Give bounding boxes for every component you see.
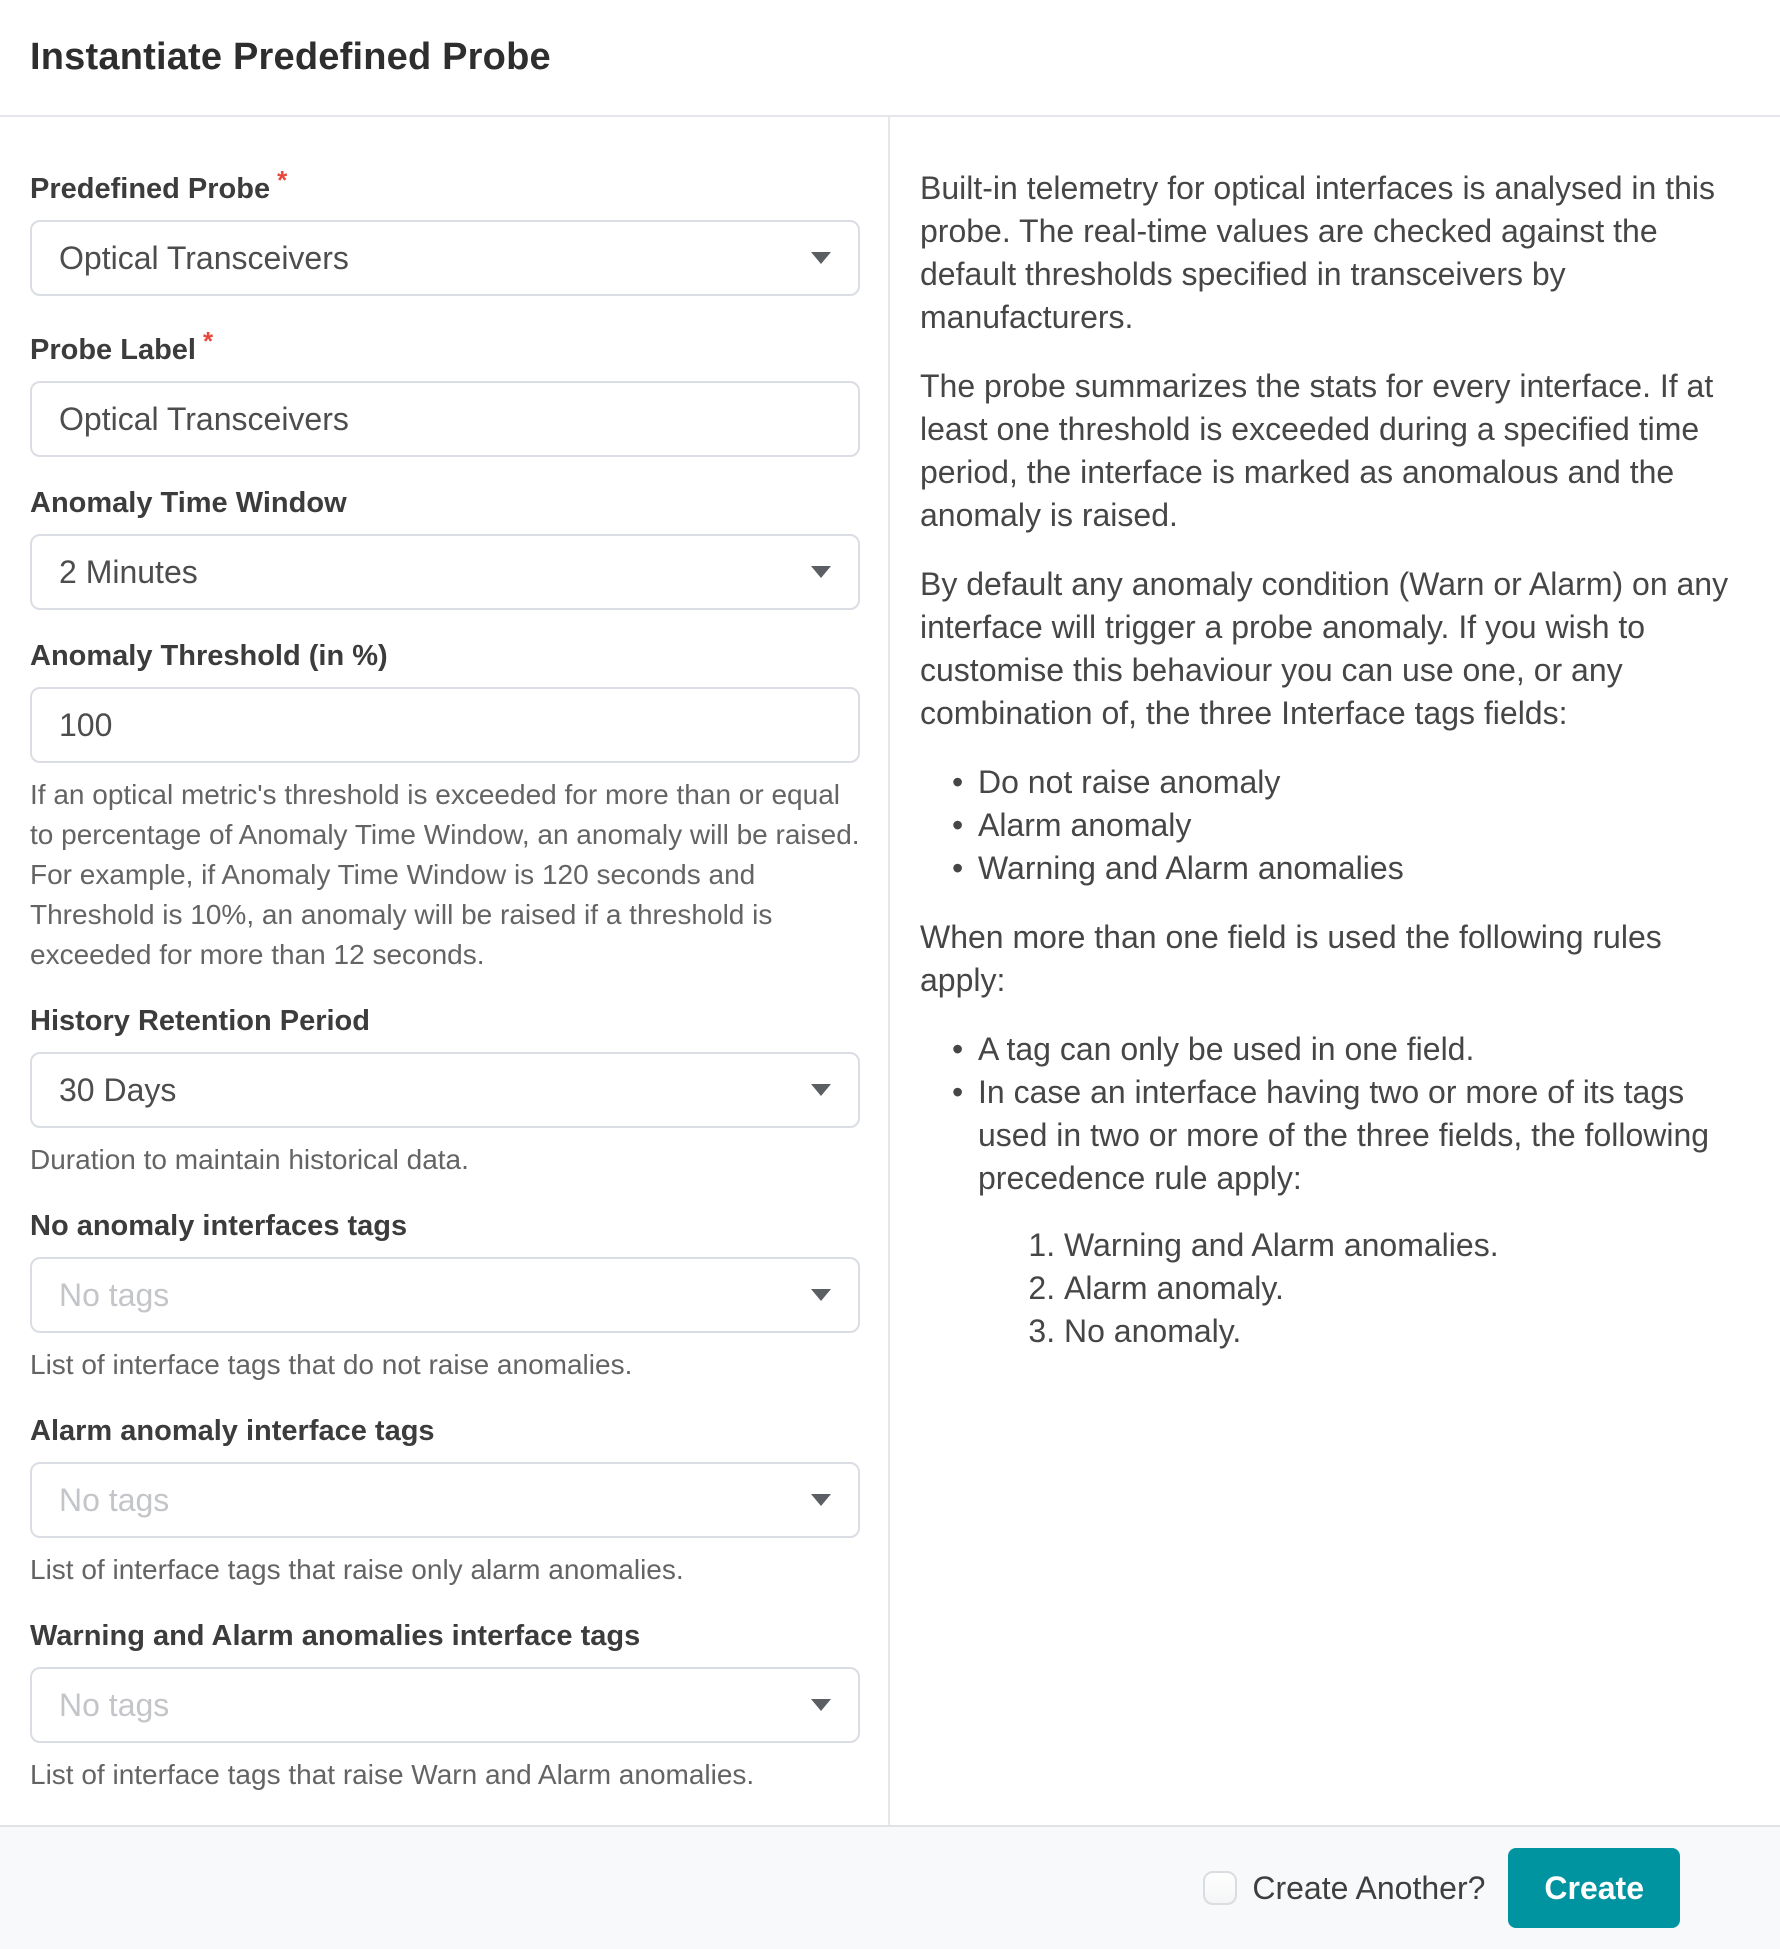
select-placeholder: No tags bbox=[59, 1276, 170, 1313]
field-group-alarm-anomaly-tags bbox=[30, 1415, 860, 1590]
required-asterisk: * bbox=[277, 165, 288, 195]
field-label: Anomaly Threshold (in %) bbox=[30, 640, 388, 672]
field-label: Alarm anomaly interface tags bbox=[30, 1415, 435, 1447]
field-group-no-anomaly-tags bbox=[30, 1210, 860, 1385]
create-button[interactable]: Create bbox=[1508, 1848, 1680, 1928]
probe-label-input[interactable] bbox=[30, 381, 860, 457]
rules-list bbox=[952, 1028, 1746, 1353]
field-help-text: If an optical metric's threshold is exceeded for more than or equal to percentage of Anomaly Time Window, an anomaly will be raised. For example, if Anomaly Time Window is 120 seconds and Threshold is 10%, an anomaly will be raised if a threshold is exceeded for more than 12 seconds. bbox=[30, 779, 860, 970]
description-paragraph: By default any anomaly condition (Warn or Alarm) on any interface will trigger a probe anomaly. If you wish to customise this behaviour you can use one, or any combination of, the three Interface tags fields: bbox=[920, 566, 1729, 731]
field-label: No anomaly interfaces tags bbox=[30, 1210, 408, 1242]
dialog-header bbox=[0, 0, 1780, 117]
chevron-down-icon bbox=[811, 252, 831, 264]
list-item: • Warning and Alarm anomalies bbox=[952, 847, 1746, 890]
list-item: • Alarm anomaly bbox=[952, 804, 1746, 847]
field-group-warning-alarm-tags bbox=[30, 1620, 860, 1795]
dialog-footer bbox=[0, 1825, 1780, 1949]
list-item: 3. No anomaly. bbox=[1064, 1310, 1746, 1353]
anomaly-threshold-input[interactable] bbox=[30, 687, 860, 763]
chevron-down-icon bbox=[811, 1699, 831, 1711]
select-value: Optical Transceivers bbox=[59, 239, 349, 276]
interface-tag-options-list bbox=[952, 761, 1746, 890]
description-paragraph: The probe summarizes the stats for every interface. If at least one threshold is exceeded during a specified time period, the interface is marked as anomalous and the anomaly is raised. bbox=[920, 368, 1714, 533]
field-label bbox=[30, 165, 860, 206]
chevron-down-icon bbox=[811, 1289, 831, 1301]
select-value: 2 Minutes bbox=[59, 553, 198, 590]
description-paragraph: Built-in telemetry for optical interfaces is analysed in this probe. The real-time values are checked against the default thresholds specified in transceivers by manufacturers. bbox=[920, 170, 1716, 335]
list-item bbox=[952, 1071, 1746, 1353]
create-another-checkbox[interactable] bbox=[1203, 1871, 1237, 1905]
select-placeholder: No tags bbox=[59, 1481, 170, 1518]
list-item: 2. Alarm anomaly. bbox=[1064, 1267, 1746, 1310]
field-group-anomaly-threshold bbox=[30, 640, 860, 975]
field-group-predefined-probe bbox=[30, 165, 860, 296]
probe-description-panel bbox=[890, 117, 1780, 1825]
probe-label-label: Probe Label bbox=[30, 334, 196, 366]
select-value: 30 Days bbox=[59, 1071, 177, 1108]
alarm-anomaly-tags-select[interactable] bbox=[30, 1462, 860, 1538]
warning-alarm-tags-select[interactable] bbox=[30, 1667, 860, 1743]
list-item: • A tag can only be used in one field. bbox=[952, 1028, 1746, 1071]
predefined-probe-select[interactable] bbox=[30, 220, 860, 296]
anomaly-time-window-select[interactable] bbox=[30, 534, 860, 610]
page-title: Instantiate Predefined Probe bbox=[30, 36, 551, 78]
chevron-down-icon bbox=[811, 566, 831, 578]
chevron-down-icon bbox=[811, 1084, 831, 1096]
field-group-history-retention bbox=[30, 1005, 860, 1180]
field-help-text: List of interface tags that raise Warn and Alarm anomalies. bbox=[30, 1759, 755, 1790]
field-label: History Retention Period bbox=[30, 1005, 370, 1037]
field-group-anomaly-time-window bbox=[30, 487, 860, 610]
field-help-text: Duration to maintain historical data. bbox=[30, 1144, 469, 1175]
list-item: • Do not raise anomaly bbox=[952, 761, 1746, 804]
input-value: Optical Transceivers bbox=[59, 400, 349, 437]
list-item-text: In case an interface having two or more of its tags used in two or more of the three fields, the following precedence rule apply: bbox=[978, 1074, 1710, 1196]
select-placeholder: No tags bbox=[59, 1686, 170, 1723]
field-label bbox=[30, 326, 860, 367]
dialog-body bbox=[0, 117, 1780, 1825]
history-retention-select[interactable] bbox=[30, 1052, 860, 1128]
create-another-label[interactable]: Create Another? bbox=[1252, 1869, 1486, 1906]
input-value: 100 bbox=[59, 706, 113, 743]
predefined-probe-label: Predefined Probe bbox=[30, 173, 271, 205]
field-help-text: List of interface tags that raise only alarm anomalies. bbox=[30, 1554, 684, 1585]
field-label: Warning and Alarm anomalies interface tags bbox=[30, 1620, 641, 1652]
no-anomaly-tags-select[interactable] bbox=[30, 1257, 860, 1333]
required-asterisk: * bbox=[203, 326, 214, 356]
create-another-option bbox=[1203, 1870, 1485, 1907]
precedence-list bbox=[978, 1224, 1746, 1353]
list-item: 1. Warning and Alarm anomalies. bbox=[1064, 1224, 1746, 1267]
description-paragraph: When more than one field is used the following rules apply: bbox=[920, 919, 1662, 998]
field-label: Anomaly Time Window bbox=[30, 487, 347, 519]
field-group-probe-label bbox=[30, 326, 860, 457]
chevron-down-icon bbox=[811, 1494, 831, 1506]
probe-form bbox=[0, 117, 890, 1825]
field-help-text: List of interface tags that do not raise anomalies. bbox=[30, 1349, 633, 1380]
